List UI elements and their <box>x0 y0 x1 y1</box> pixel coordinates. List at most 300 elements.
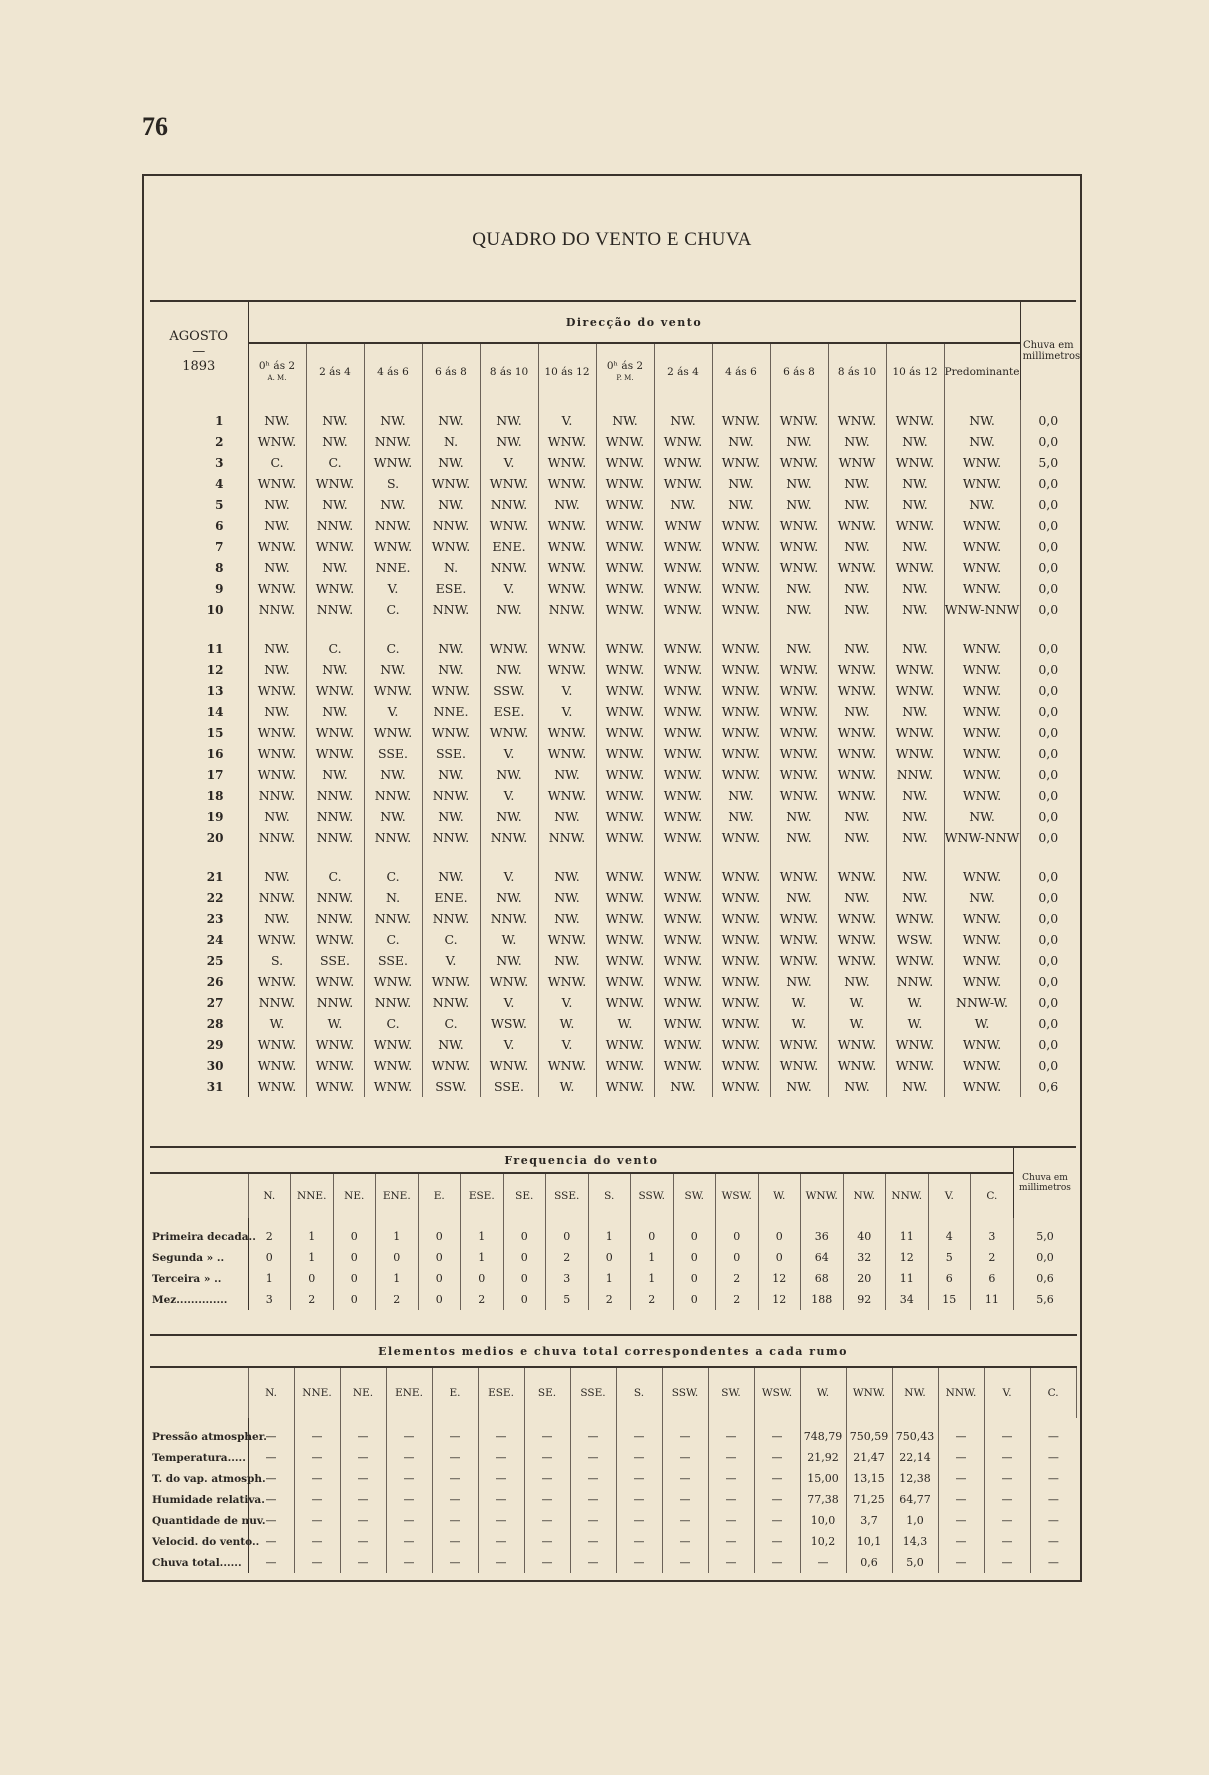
day-number: 11 <box>150 638 248 659</box>
wind-cell: NW. <box>422 452 480 473</box>
wind-cell: WNW. <box>596 764 654 785</box>
elements-cell: — <box>616 1468 662 1489</box>
day-row <box>150 473 1076 494</box>
wind-cell: WNW. <box>828 764 886 785</box>
frequency-cell: 0 <box>333 1218 376 1247</box>
wind-cell: NW. <box>422 494 480 515</box>
elements-cell: — <box>754 1489 800 1510</box>
elements-cell: — <box>984 1510 1030 1531</box>
frequency-cell: 0 <box>291 1268 334 1289</box>
predominant-cell: WNW. <box>944 701 1020 722</box>
wind-cell: WNW. <box>712 638 770 659</box>
wind-cell: WNW. <box>538 1055 596 1076</box>
frequency-cell: 1 <box>376 1218 419 1247</box>
frequency-cell: 0 <box>376 1247 419 1268</box>
wind-cell: WNW. <box>480 971 538 992</box>
wind-cell: WNW. <box>712 557 770 578</box>
wind-cell: WNW. <box>306 473 364 494</box>
frequency-row <box>150 1247 1076 1268</box>
wind-cell: W. <box>828 1013 886 1034</box>
wind-cell: WNW. <box>422 722 480 743</box>
elements-cell: — <box>570 1468 616 1489</box>
wind-cell: WNW. <box>248 1076 306 1097</box>
wind-cell: WNW. <box>248 1055 306 1076</box>
time-column-sub: P. M. <box>616 374 634 382</box>
wind-cell: NW. <box>248 659 306 680</box>
frequency-cell: 92 <box>843 1289 886 1310</box>
wind-cell: NW. <box>248 494 306 515</box>
elements-cell: — <box>662 1447 708 1468</box>
frequency-cell: 2 <box>971 1247 1014 1268</box>
wind-cell: WNW. <box>886 722 944 743</box>
wind-cell: NW. <box>306 431 364 452</box>
rain-header: Chuva em millimetros <box>1020 302 1076 400</box>
elements-cell: — <box>708 1552 754 1573</box>
elements-row <box>150 1447 1076 1468</box>
wind-cell: WNW. <box>654 473 712 494</box>
wind-cell: WNW. <box>712 971 770 992</box>
wind-cell: NW. <box>538 866 596 887</box>
elements-column-header: NNE. <box>294 1367 340 1418</box>
elements-cell: — <box>754 1552 800 1573</box>
elements-cell: 1,0 <box>892 1510 938 1531</box>
elements-row <box>150 1531 1076 1552</box>
wind-cell: WNW. <box>886 950 944 971</box>
frequency-rain-cell: 0,0 <box>1013 1247 1076 1268</box>
elements-cell: 13,15 <box>846 1468 892 1489</box>
day-row <box>150 992 1076 1013</box>
wind-cell: WNW. <box>828 929 886 950</box>
frequency-title: Frequencia do vento <box>150 1148 1013 1173</box>
wind-cell: NW. <box>422 638 480 659</box>
wind-cell: WNW. <box>248 536 306 557</box>
frequency-cell: 2 <box>461 1289 504 1310</box>
day-number: 13 <box>150 680 248 701</box>
wind-cell: WNW. <box>596 929 654 950</box>
wind-cell: WNW. <box>712 659 770 680</box>
elements-cell: — <box>570 1531 616 1552</box>
wind-cell: NW. <box>886 473 944 494</box>
elements-cell: — <box>478 1468 524 1489</box>
wind-cell: WNW. <box>712 680 770 701</box>
rain-cell: 0,0 <box>1020 599 1076 620</box>
wind-cell: S. <box>364 473 422 494</box>
elements-column-header: SSW. <box>662 1367 708 1418</box>
frequency-cell: 12 <box>886 1247 929 1268</box>
frequency-column-header: S. <box>588 1173 631 1218</box>
wind-cell: NW. <box>364 764 422 785</box>
wind-cell: WNW. <box>654 887 712 908</box>
wind-cell: WNW. <box>654 536 712 557</box>
rain-cell: 0,0 <box>1020 557 1076 578</box>
wind-cell: WNW. <box>596 659 654 680</box>
day-number: 15 <box>150 722 248 743</box>
wind-cell: WNW. <box>364 722 422 743</box>
frequency-cell: 36 <box>801 1218 844 1247</box>
wind-cell: WNW. <box>770 536 828 557</box>
frequency-cell: 0 <box>673 1247 716 1268</box>
frequency-cell: 0 <box>418 1268 461 1289</box>
elements-cell: — <box>478 1552 524 1573</box>
wind-cell: NNW. <box>364 785 422 806</box>
day-number: 30 <box>150 1055 248 1076</box>
elements-column-header: N. <box>248 1367 294 1418</box>
day-number: 28 <box>150 1013 248 1034</box>
predominant-cell: WNW. <box>944 908 1020 929</box>
frequency-column-header: ENE. <box>376 1173 419 1218</box>
wind-cell: WNW. <box>712 950 770 971</box>
day-row <box>150 827 1076 848</box>
wind-cell: V. <box>480 578 538 599</box>
elements-cell: — <box>524 1552 570 1573</box>
wind-cell: NW. <box>886 599 944 620</box>
elements-cell: — <box>524 1418 570 1447</box>
wind-cell: WNW. <box>886 1055 944 1076</box>
wind-cell: WNW. <box>828 743 886 764</box>
wind-cell: WNW. <box>596 722 654 743</box>
day-row <box>150 887 1076 908</box>
wind-cell: C. <box>248 452 306 473</box>
elements-column-header: W. <box>800 1367 846 1418</box>
wind-cell: WNW. <box>306 578 364 599</box>
predominant-cell: WNW. <box>944 743 1020 764</box>
time-column-header <box>886 343 944 400</box>
wind-cell: NW. <box>538 887 596 908</box>
elements-cell: 10,0 <box>800 1510 846 1531</box>
wind-cell: NW. <box>480 887 538 908</box>
elements-cell: — <box>984 1447 1030 1468</box>
wind-cell: WNW. <box>248 743 306 764</box>
wind-cell: N. <box>422 431 480 452</box>
wind-cell: NW. <box>886 638 944 659</box>
wind-cell: WNW. <box>886 400 944 431</box>
wind-cell: V. <box>538 400 596 431</box>
wind-cell: C. <box>306 452 364 473</box>
wind-cell: WNW. <box>654 701 712 722</box>
wind-cell: NW. <box>422 806 480 827</box>
wind-cell: NNW. <box>306 599 364 620</box>
wind-cell: WNW. <box>654 743 712 764</box>
elements-cell: — <box>432 1468 478 1489</box>
day-number: 27 <box>150 992 248 1013</box>
frequency-row-label: Terceira » .. <box>150 1268 248 1289</box>
elements-cell: 0,6 <box>846 1552 892 1573</box>
time-column-header <box>654 343 712 400</box>
wind-cell: NNW. <box>480 494 538 515</box>
wind-cell: NW. <box>712 473 770 494</box>
predominant-cell: WNW. <box>944 638 1020 659</box>
wind-cell: V. <box>480 743 538 764</box>
elements-row-label: Pressão atmospher. <box>150 1418 248 1447</box>
elements-label-header <box>150 1367 248 1418</box>
frequency-cell: 1 <box>461 1247 504 1268</box>
frequency-cell: 0 <box>758 1218 801 1247</box>
wind-cell: C. <box>364 866 422 887</box>
wind-cell: V. <box>480 866 538 887</box>
frequency-cell: 5 <box>546 1289 589 1310</box>
elements-cell: — <box>248 1447 294 1468</box>
wind-cell: NNW. <box>306 827 364 848</box>
wind-cell: NNW. <box>248 827 306 848</box>
time-column-label: 6 ás 8 <box>783 366 815 378</box>
elements-cell: — <box>1047 1556 1059 1569</box>
time-column-label: 4 ás 6 <box>377 366 409 378</box>
wind-cell: W. <box>770 992 828 1013</box>
elements-row-label: Velocid. do vento.. <box>150 1531 248 1552</box>
wind-cell: C. <box>364 1013 422 1034</box>
day-number: 25 <box>150 950 248 971</box>
frequency-cell: 5 <box>928 1247 971 1268</box>
decade-gap <box>150 848 1076 866</box>
elements-table <box>150 1336 1077 1573</box>
day-number: 24 <box>150 929 248 950</box>
time-column-header <box>596 343 654 400</box>
elements-row-label: Chuva total...... <box>150 1552 248 1573</box>
wind-cell: NW. <box>364 806 422 827</box>
day-number: 19 <box>150 806 248 827</box>
elements-cell: — <box>248 1489 294 1510</box>
frequency-column-header: NNW. <box>886 1173 929 1218</box>
day-row <box>150 1013 1076 1034</box>
frequency-cell: 32 <box>843 1247 886 1268</box>
wind-cell: NW. <box>712 785 770 806</box>
wind-cell: NNW. <box>480 827 538 848</box>
elements-cell: 12,38 <box>892 1468 938 1489</box>
wind-cell: NNW. <box>248 887 306 908</box>
wind-cell: WNW. <box>886 515 944 536</box>
wind-cell: WNW. <box>712 887 770 908</box>
time-column-header <box>306 343 364 400</box>
wind-cell: NW. <box>828 1076 886 1097</box>
rain-cell: 0,0 <box>1020 992 1076 1013</box>
frequency-table <box>150 1148 1076 1310</box>
day-number: 22 <box>150 887 248 908</box>
wind-cell: NW. <box>306 400 364 431</box>
elements-column-header: S. <box>616 1367 662 1418</box>
wind-cell: NNW. <box>364 908 422 929</box>
wind-cell: W. <box>886 1013 944 1034</box>
day-row <box>150 557 1076 578</box>
frequency-cell: 3 <box>546 1268 589 1289</box>
wind-cell: ENE. <box>480 536 538 557</box>
day-row <box>150 929 1076 950</box>
wind-cell: V. <box>538 701 596 722</box>
frequency-cell: 3 <box>971 1218 1014 1247</box>
wind-cell: WNW. <box>770 515 828 536</box>
elements-cell: — <box>386 1447 432 1468</box>
wind-cell: WNW. <box>886 452 944 473</box>
rain-cell: 0,0 <box>1020 1055 1076 1076</box>
wind-cell: NW. <box>248 866 306 887</box>
frequency-cell: 0 <box>503 1289 546 1310</box>
wind-cell: WNW. <box>538 929 596 950</box>
rain-cell: 0,0 <box>1020 785 1076 806</box>
rain-cell: 0,0 <box>1020 473 1076 494</box>
day-row <box>150 701 1076 722</box>
wind-cell: WNW. <box>480 722 538 743</box>
frequency-cell: 0 <box>546 1218 589 1247</box>
wind-cell: WNW. <box>364 971 422 992</box>
elements-column-header: SE. <box>524 1367 570 1418</box>
predominant-cell: WNW. <box>944 536 1020 557</box>
wind-cell: WNW <box>654 515 712 536</box>
day-number: 20 <box>150 827 248 848</box>
wind-cell: WNW. <box>654 557 712 578</box>
wind-cell: NW. <box>248 557 306 578</box>
wind-cell: NW. <box>306 659 364 680</box>
frequency-cell: 0 <box>503 1268 546 1289</box>
wind-cell: NW. <box>828 701 886 722</box>
day-row <box>150 536 1076 557</box>
elements-cell: — <box>708 1531 754 1552</box>
predominant-cell: NW. <box>944 400 1020 431</box>
month-label: AGOSTO <box>169 328 229 344</box>
wind-cell: WNW. <box>248 473 306 494</box>
wind-cell: NW. <box>712 431 770 452</box>
time-column-sub: A. M. <box>267 374 287 382</box>
wind-cell: WNW. <box>248 680 306 701</box>
predominant-cell: WNW. <box>944 929 1020 950</box>
wind-cell: WNW. <box>770 908 828 929</box>
wind-cell: WNW. <box>480 1055 538 1076</box>
elements-column-header: ESE. <box>478 1367 524 1418</box>
wind-cell: WNW <box>828 452 886 473</box>
wind-cell: NNW. <box>248 992 306 1013</box>
frequency-column-header: C. <box>971 1173 1014 1218</box>
wind-cell: WNW. <box>538 971 596 992</box>
wind-cell: N. <box>364 887 422 908</box>
predominant-cell: WNW. <box>944 473 1020 494</box>
frequency-cell: 1 <box>376 1268 419 1289</box>
day-number: 12 <box>150 659 248 680</box>
frequency-cell: 40 <box>843 1218 886 1247</box>
predominant-cell: NW. <box>944 806 1020 827</box>
wind-cell: WNW. <box>886 908 944 929</box>
wind-cell: V. <box>538 1034 596 1055</box>
day-row <box>150 431 1076 452</box>
frequency-cell: 11 <box>886 1268 929 1289</box>
elements-cell: — <box>662 1531 708 1552</box>
frequency-cell: 0 <box>716 1218 759 1247</box>
time-column-label: 2 ás 4 <box>319 366 351 378</box>
wind-cell: WNW. <box>480 473 538 494</box>
wind-cell: WNW. <box>828 400 886 431</box>
wind-cell: NW. <box>480 659 538 680</box>
wind-cell: WNW. <box>538 722 596 743</box>
frequency-column-header: NE. <box>333 1173 376 1218</box>
frequency-column-header: SW. <box>673 1173 716 1218</box>
wind-cell: NW. <box>538 950 596 971</box>
wind-cell: NW. <box>480 806 538 827</box>
day-number: 16 <box>150 743 248 764</box>
page-number: 76 <box>142 112 168 141</box>
day-row <box>150 1034 1076 1055</box>
wind-cell: NW. <box>886 1076 944 1097</box>
wind-cell: NW. <box>480 431 538 452</box>
wind-cell: WNW. <box>654 866 712 887</box>
frequency-cell: 0 <box>333 1289 376 1310</box>
day-row <box>150 578 1076 599</box>
elements-cell: — <box>570 1489 616 1510</box>
wind-cell: WNW. <box>538 743 596 764</box>
wind-cell: NW. <box>886 785 944 806</box>
wind-cell: NW. <box>480 950 538 971</box>
wind-cell: C. <box>364 599 422 620</box>
frequency-cell: 2 <box>716 1268 759 1289</box>
wind-cell: ESE. <box>480 701 538 722</box>
wind-cell: WNW. <box>596 887 654 908</box>
wind-cell: WNW. <box>654 659 712 680</box>
wind-cell: WNW. <box>422 971 480 992</box>
elements-cell: — <box>570 1418 616 1447</box>
elements-cell: — <box>570 1510 616 1531</box>
wind-cell: WNW. <box>422 473 480 494</box>
wind-cell: NW. <box>712 494 770 515</box>
frequency-cell: 6 <box>928 1268 971 1289</box>
day-row <box>150 908 1076 929</box>
year-label: 1893 <box>182 358 216 374</box>
elements-column-header: NE. <box>340 1367 386 1418</box>
wind-cell: NW. <box>770 638 828 659</box>
elements-cell: — <box>1047 1451 1059 1464</box>
wind-cell: NNW. <box>480 557 538 578</box>
day-row <box>150 971 1076 992</box>
wind-cell: WNW. <box>654 638 712 659</box>
frequency-cell: 68 <box>801 1268 844 1289</box>
wind-cell: NW. <box>480 599 538 620</box>
wind-cell: NNW. <box>306 887 364 908</box>
wind-cell: WNW. <box>596 599 654 620</box>
wind-cell: WNW. <box>538 515 596 536</box>
wind-cell: NW. <box>422 1034 480 1055</box>
predominant-cell: NW. <box>944 494 1020 515</box>
elements-cell: — <box>386 1552 432 1573</box>
frequency-section <box>150 1146 1076 1310</box>
wind-cell: WNW. <box>538 452 596 473</box>
day-number: 4 <box>150 473 248 494</box>
frequency-cell: 2 <box>248 1218 291 1247</box>
wind-cell: NW. <box>248 515 306 536</box>
wind-cell: WNW. <box>306 1034 364 1055</box>
wind-cell: WNW. <box>712 827 770 848</box>
time-column-header <box>538 343 596 400</box>
elements-cell: — <box>524 1447 570 1468</box>
rain-cell: 0,6 <box>1020 1076 1076 1097</box>
wind-cell: NNW. <box>364 431 422 452</box>
wind-cell: NW. <box>770 971 828 992</box>
wind-cell: WNW. <box>596 971 654 992</box>
elements-cell: — <box>984 1531 1030 1552</box>
wind-cell: WNW. <box>712 1013 770 1034</box>
wind-cell: C. <box>364 638 422 659</box>
day-number: 3 <box>150 452 248 473</box>
elements-cell: — <box>524 1510 570 1531</box>
predominant-cell: WNW. <box>944 578 1020 599</box>
day-number: 6 <box>150 515 248 536</box>
predominant-cell: WNW. <box>944 764 1020 785</box>
elements-cell: — <box>248 1552 294 1573</box>
time-column-header <box>828 343 886 400</box>
elements-cell: — <box>754 1510 800 1531</box>
wind-cell: WNW. <box>770 866 828 887</box>
wind-cell: NW. <box>886 827 944 848</box>
wind-cell: WNW. <box>248 929 306 950</box>
elements-cell: — <box>386 1418 432 1447</box>
wind-cell: WNW. <box>770 950 828 971</box>
wind-cell: WNW. <box>596 950 654 971</box>
wind-cell: WNW. <box>886 743 944 764</box>
wind-cell: NW. <box>828 473 886 494</box>
